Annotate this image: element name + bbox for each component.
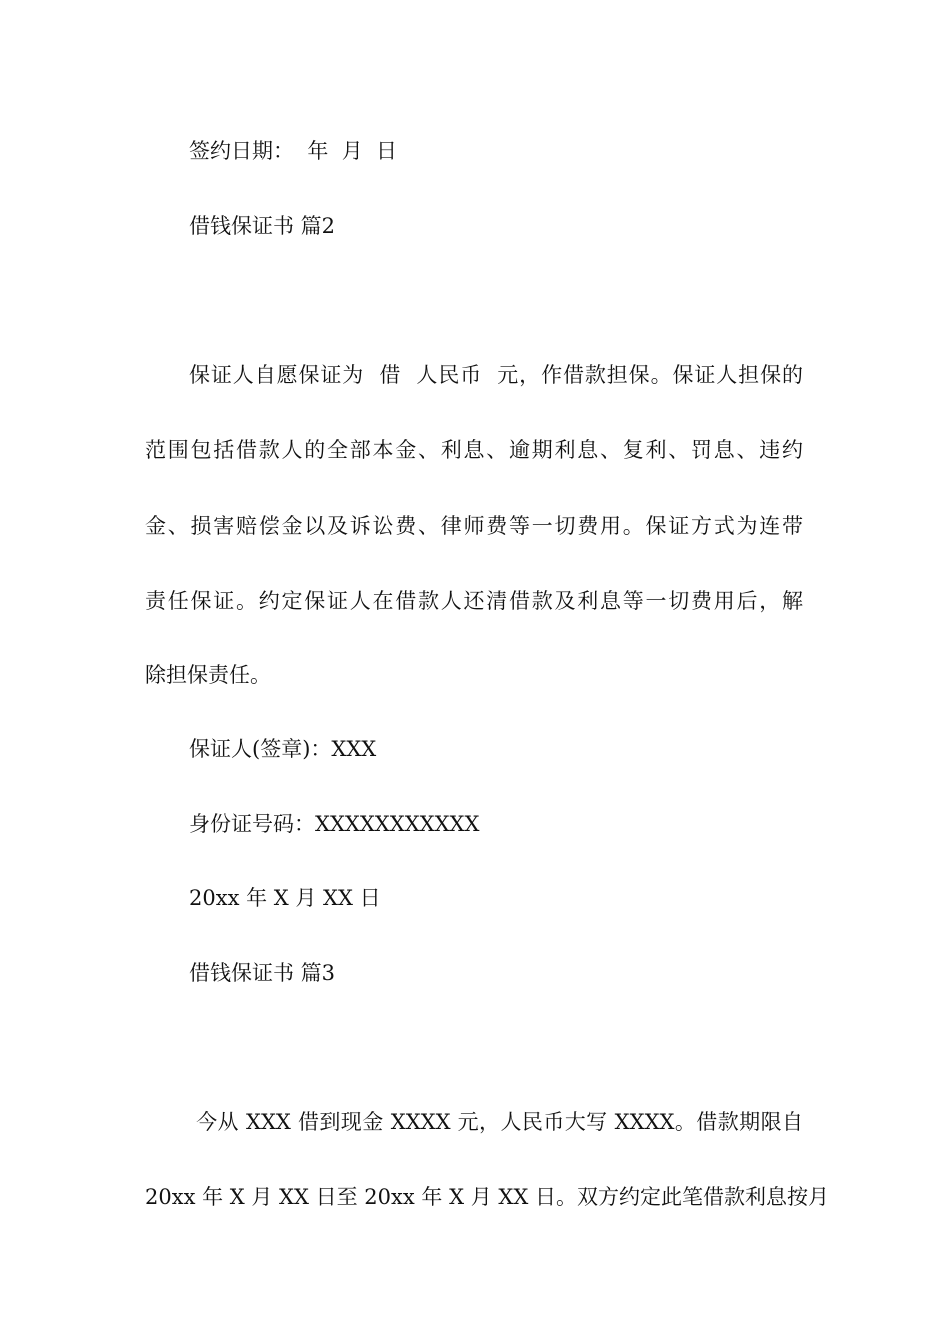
guarantor-signature-line: 保证人(签章)：XXX <box>189 737 377 761</box>
section-3-paragraph-line: 20xx 年 X 月 XX 日至 20xx 年 X 月 XX 日。双方约定此笔借款利息按月 <box>145 1185 829 1209</box>
sign-date-line: 签约日期： 年 月 日 <box>189 139 398 163</box>
section-2-paragraph-line: 范围包括借款人的全部本金、利息、逾期利息、复利、罚息、违约 <box>145 438 803 462</box>
section-3-paragraph-line: 今从 XXX 借到现金 XXXX 元，人民币大写 XXXX。借款期限自 <box>189 1110 803 1134</box>
section-2-paragraph-line: 责任保证。约定保证人在借款人还清借款及利息等一切费用后，解 <box>145 589 803 613</box>
section-2-heading: 借钱保证书 篇2 <box>189 214 336 238</box>
date-line: 20xx 年 X 月 XX 日 <box>189 886 381 910</box>
section-2-paragraph-line: 金、损害赔偿金以及诉讼费、律师费等一切费用。保证方式为连带 <box>145 514 803 538</box>
id-number-line: 身份证号码：XXXXXXXXXXX <box>189 812 480 836</box>
section-2-paragraph-line: 保证人自愿保证为 借 人民币 元，作借款担保。保证人担保的 <box>189 363 803 387</box>
section-2-paragraph-line: 除担保责任。 <box>145 663 271 687</box>
section-3-heading: 借钱保证书 篇3 <box>189 961 336 985</box>
